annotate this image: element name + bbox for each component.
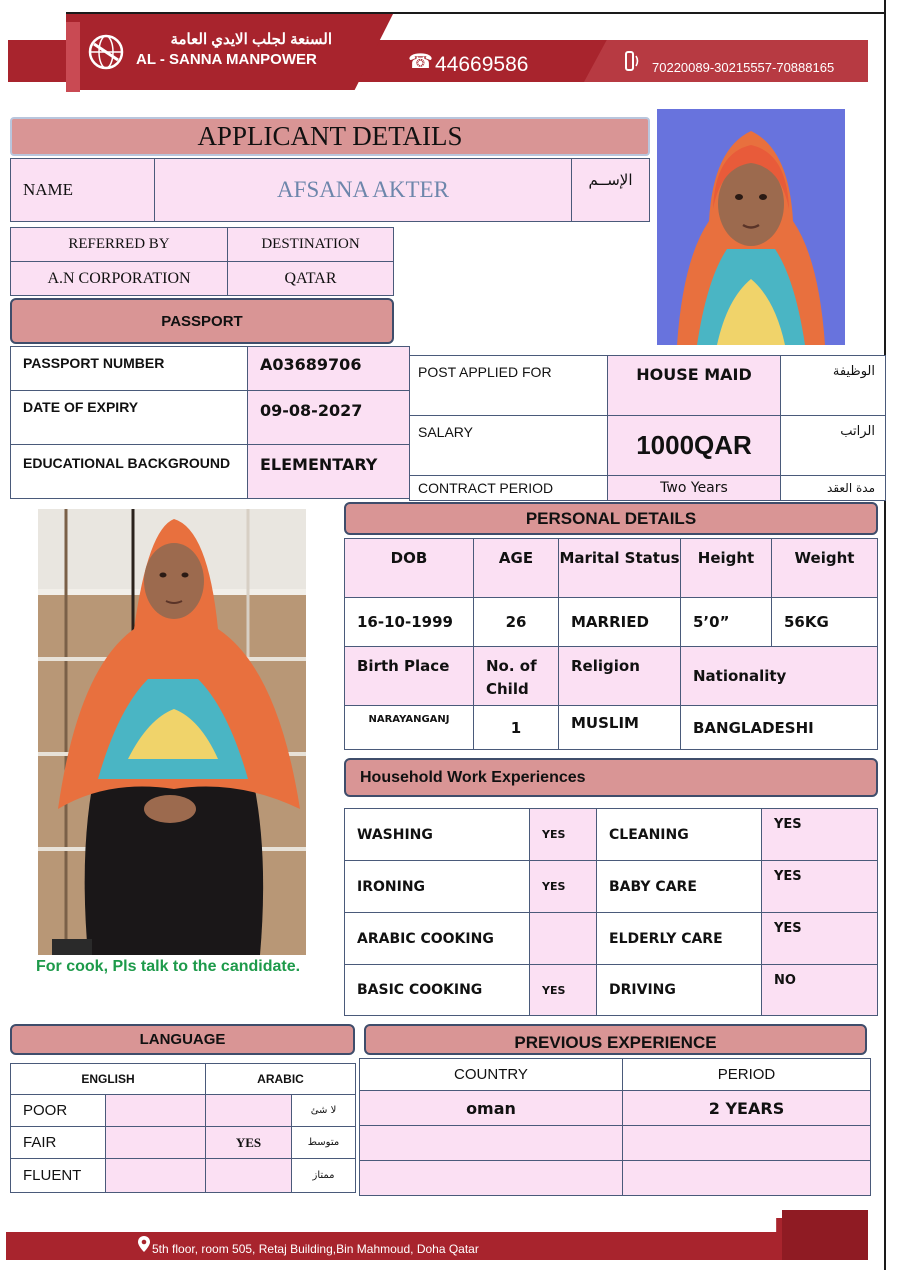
age-header: AGE — [473, 538, 559, 598]
religion-value: MUSLIM — [558, 705, 681, 750]
destination-label: DESTINATION — [227, 227, 394, 262]
phone-icon: ☎ — [408, 49, 433, 73]
basic-cooking-label: BASIC COOKING — [344, 964, 530, 1016]
birth-place-value: NARAYANGANJ — [344, 705, 474, 750]
post-applied-arabic-text: الوظيفة — [832, 364, 875, 379]
prev-country-2 — [359, 1125, 623, 1161]
mobile-numbers: 70220089-30215557-70888165 — [652, 60, 835, 75]
education-label: EDUCATIONAL BACKGROUND — [10, 444, 248, 499]
header-right-border — [884, 0, 886, 1270]
nationality-value: BANGLADESHI — [680, 705, 878, 750]
footer-address: 5th floor, room 505, Retaj Building,Bin Mahmoud, Doha Qatar — [152, 1242, 479, 1256]
salary-value: 1000QAR — [607, 415, 781, 476]
marital-status-header: Marital Status — [558, 538, 681, 598]
baby-care-value: YES — [761, 860, 878, 913]
name-label: NAME — [10, 158, 155, 222]
contract-period-label: CONTRACT PERIOD — [409, 475, 608, 501]
phone-number: 44669586 — [435, 53, 529, 76]
salary-label: SALARY — [409, 415, 608, 476]
period-header: PERIOD — [622, 1058, 871, 1091]
no-of-child-value: 1 — [473, 705, 559, 750]
fluent-label: FLUENT — [10, 1158, 106, 1193]
prev-period-3 — [622, 1160, 871, 1196]
birth-place-header: Birth Place — [344, 646, 474, 706]
passport-number-value: A03689706 — [247, 346, 410, 391]
dob-value: 16-10-1999 — [344, 597, 474, 647]
contract-period-arabic-text: مدة العقد — [827, 481, 875, 495]
country-header: COUNTRY — [359, 1058, 623, 1091]
dob-header: DOB — [344, 538, 474, 598]
date-of-expiry-value: 09-08-2027 — [247, 390, 410, 445]
washing-value: YES — [529, 808, 597, 861]
ironing-label: IRONING — [344, 860, 530, 913]
baby-care-label: BABY CARE — [596, 860, 762, 913]
english-header: ENGLISH — [10, 1063, 206, 1095]
household-table — [344, 808, 878, 1016]
weight-value: 56KG — [771, 597, 878, 647]
contract-period-value: Two Years — [607, 475, 781, 501]
elderly-care-value: YES — [761, 912, 878, 965]
footer-accent-dark — [782, 1210, 868, 1260]
language-table — [10, 1063, 356, 1193]
poor-arabic — [205, 1094, 292, 1127]
name-arabic-text: الإســم — [588, 171, 633, 189]
fair-arabic-label-text: متوسط — [307, 1137, 340, 1148]
personal-details-title: PERSONAL DETAILS — [344, 502, 878, 535]
full-body-photo — [38, 509, 306, 955]
driving-value: NO — [761, 964, 878, 1016]
poor-english — [105, 1094, 206, 1127]
mobile-icon — [624, 50, 642, 72]
education-value: ELEMENTARY — [247, 444, 410, 499]
elderly-care-label: ELDERLY CARE — [596, 912, 762, 965]
referred-by-label: REFERRED BY — [10, 227, 228, 262]
post-applied-value: HOUSE MAID — [607, 355, 781, 416]
globe-logo-icon — [86, 32, 126, 72]
poor-label: POOR — [10, 1094, 106, 1127]
fluent-arabic-label — [291, 1158, 356, 1193]
height-header: Height — [680, 538, 772, 598]
fluent-arabic — [205, 1158, 292, 1193]
household-title: Household Work Experiences — [344, 758, 878, 797]
nationality-header: Nationality — [680, 646, 878, 706]
religion-header: Religion — [558, 646, 681, 706]
language-title: LANGUAGE — [10, 1024, 355, 1055]
referred-by-value: A.N CORPORATION — [10, 261, 228, 296]
marital-status-value: MARRIED — [558, 597, 681, 647]
cleaning-label: CLEANING — [596, 808, 762, 861]
header-top-line — [66, 12, 886, 14]
arabic-cooking-value — [529, 912, 597, 965]
prev-period-1: 2 YEARS — [622, 1090, 871, 1126]
no-of-child-header: No. of Child — [473, 646, 559, 706]
arabic-cooking-label: ARABIC COOKING — [344, 912, 530, 965]
passport-number-label: PASSPORT NUMBER — [10, 346, 248, 391]
location-pin-icon — [138, 1236, 150, 1252]
prev-country-3 — [359, 1160, 623, 1196]
fluent-english — [105, 1158, 206, 1193]
fair-label: FAIR — [10, 1126, 106, 1159]
date-of-expiry-label: DATE OF EXPIRY — [10, 390, 248, 445]
post-applied-label: POST APPLIED FOR — [409, 355, 608, 416]
prev-country-1: oman — [359, 1090, 623, 1126]
salary-arabic-text: الراتب — [840, 424, 875, 439]
header-divider — [66, 22, 80, 92]
salary-arabic — [780, 415, 886, 476]
ironing-value: YES — [529, 860, 597, 913]
applicant-details-title: APPLICANT DETAILS — [10, 117, 650, 156]
contract-period-arabic — [780, 475, 886, 501]
fair-arabic: YES — [205, 1126, 292, 1159]
age-value: 26 — [473, 597, 559, 647]
company-arabic-name: السنعة لجلب الايدي العامة — [170, 31, 332, 48]
basic-cooking-value: YES — [529, 964, 597, 1016]
destination-value: QATAR — [227, 261, 394, 296]
weight-header: Weight — [771, 538, 878, 598]
prev-period-2 — [622, 1125, 871, 1161]
company-name: AL - SANNA MANPOWER — [136, 51, 317, 68]
previous-experience-title: PREVIOUS EXPERIENCE — [364, 1024, 867, 1055]
name-arabic-label — [571, 158, 650, 222]
post-applied-arabic — [780, 355, 886, 416]
cleaning-value: YES — [761, 808, 878, 861]
arabic-header: ARABIC — [205, 1063, 356, 1095]
fluent-arabic-label-text: ممتاز — [312, 1170, 335, 1181]
personal-table — [344, 538, 878, 750]
driving-label: DRIVING — [596, 964, 762, 1016]
portrait-photo — [657, 109, 845, 345]
washing-label: WASHING — [344, 808, 530, 861]
poor-arabic-label-text: لا شئ — [310, 1105, 337, 1116]
applicant-name: AFSANA AKTER — [154, 158, 572, 222]
photo-note: For cook, Pls talk to the candidate. — [36, 958, 301, 975]
passport-title: PASSPORT — [10, 298, 394, 344]
previous-experience-table — [359, 1058, 871, 1196]
fair-english — [105, 1126, 206, 1159]
height-value: 5’0” — [680, 597, 772, 647]
poor-arabic-label — [291, 1094, 356, 1127]
fair-arabic-label — [291, 1126, 356, 1159]
